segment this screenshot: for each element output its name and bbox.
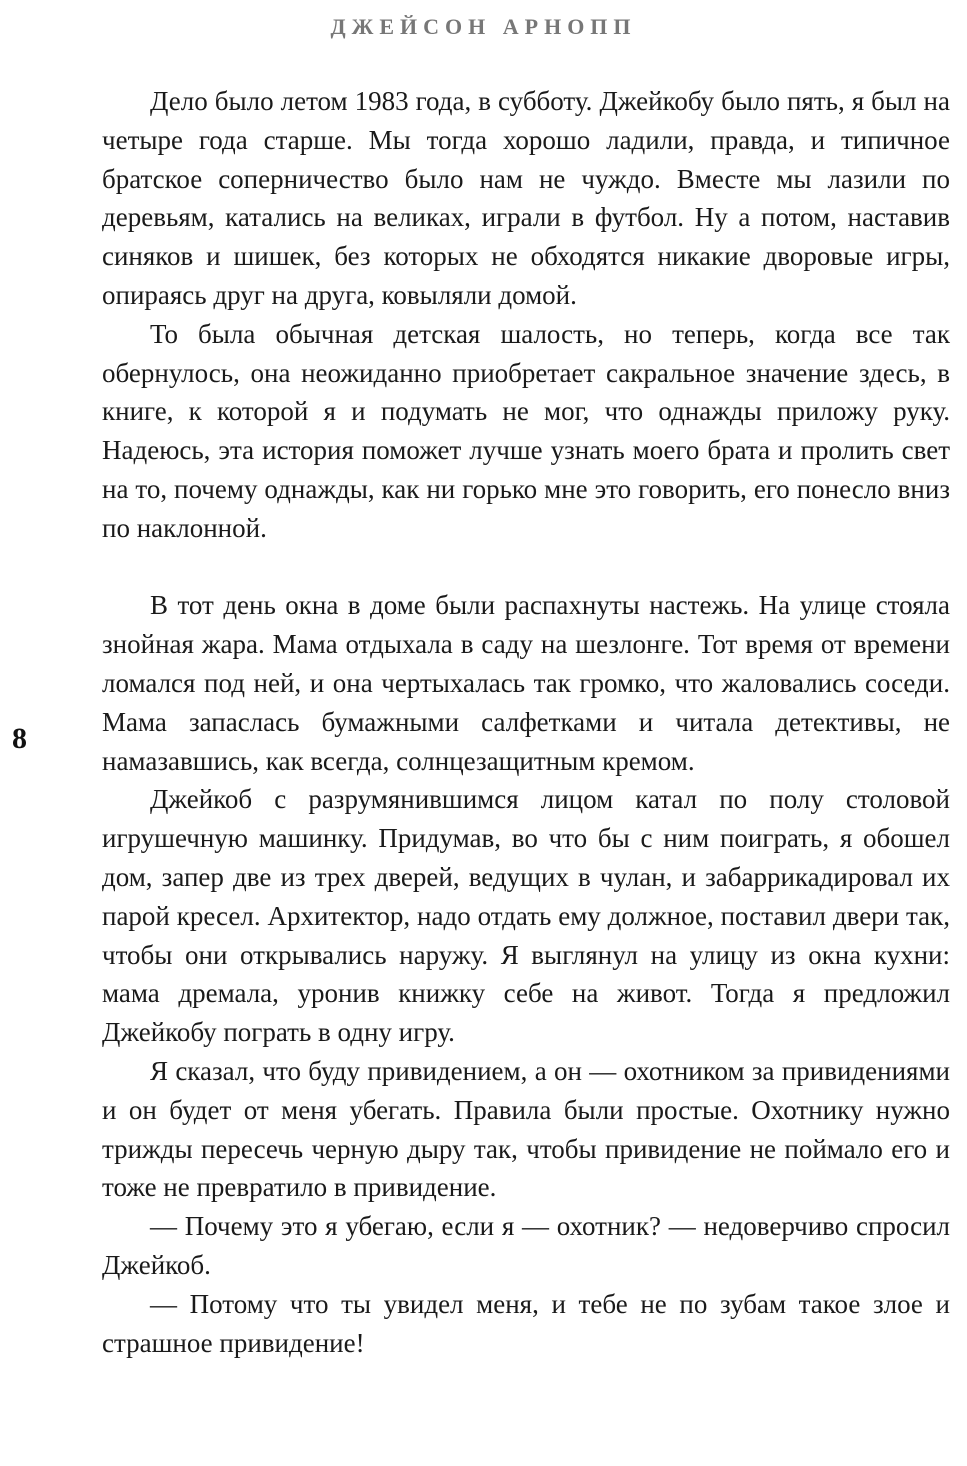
text-column	[102, 82, 950, 1362]
paragraph-4: Джейкоб с разрумянившимся лицом катал по полу столовой игрушечную машинку. Придумав, во что бы с ним поиграть, я обошел дом, запер две из трех дверей, ведущих в чулан, и забаррикадировал их парой кресел. Архитектор, надо отдать ему должное, поставил двери так, чтобы они открывались наружу. Я выглянул на улицу из окна кухни: мама дремала, уронив книжку себе на живот. Тогда я предложил Джейкобу пограть в одну игру.	[102, 784, 950, 1048]
dialogue-line-1: — Почему это я убегаю, если я — охотник? — недоверчиво спросил Джейкоб.	[102, 1211, 950, 1280]
running-header: ДЖЕЙСОН АРНОПП	[330, 14, 637, 39]
paragraph-1: Дело было летом 1983 года, в субботу. Джейкобу было пять, я был на четыре года старше. Мы тогда хорошо ладили, правда, и типичное братское соперничество было нам не чуждо. Вместе мы лазили по деревьям, катались на великах, играли в футбол. Ну а потом, наставив синяков и шишек, без которых не обходятся никакие дворовые игры, опираясь друг на друга, ковыляли домой.	[102, 86, 950, 310]
dialogue-line-2: — Потому что ты увидел меня, и тебе не по зубам такое злое и страшное привидение!	[102, 1288, 950, 1358]
paragraph-3: В тот день окна в доме были распахнуты настежь. На улице стояла знойная жара. Мама отдыхала в саду на шезлонге. Тот время от времени ломался под ней, и она чертыхалась так громко, что жаловались соседи. Мама запаслась бумажными салфетками и читала детективы, не намазавшись, как всегда, солнцезащитным кремом.	[102, 590, 950, 776]
page-number: 8	[12, 722, 27, 755]
paragraph-2: То была обычная детская шалость, но теперь, когда все так обернулось, она неожиданно приобретает сакральное значение здесь, в книге, к которой я и подумать не мог, что однажды приложу руку. Надеюсь, эта история поможет лучше узнать моего брата и пролить свет на то, почему однажды, как ни горько мне это говорить, его понесло вниз по наклонной.	[102, 318, 950, 543]
paragraph-5: Я сказал, что буду привидением, а он — охотником за привидениями и он будет от меня убегать. Правила были простые. Охотнику нужно трижды пересечь черную дыру так, чтобы привидение не поймало его и тоже не превратило в привидение.	[102, 1055, 950, 1203]
